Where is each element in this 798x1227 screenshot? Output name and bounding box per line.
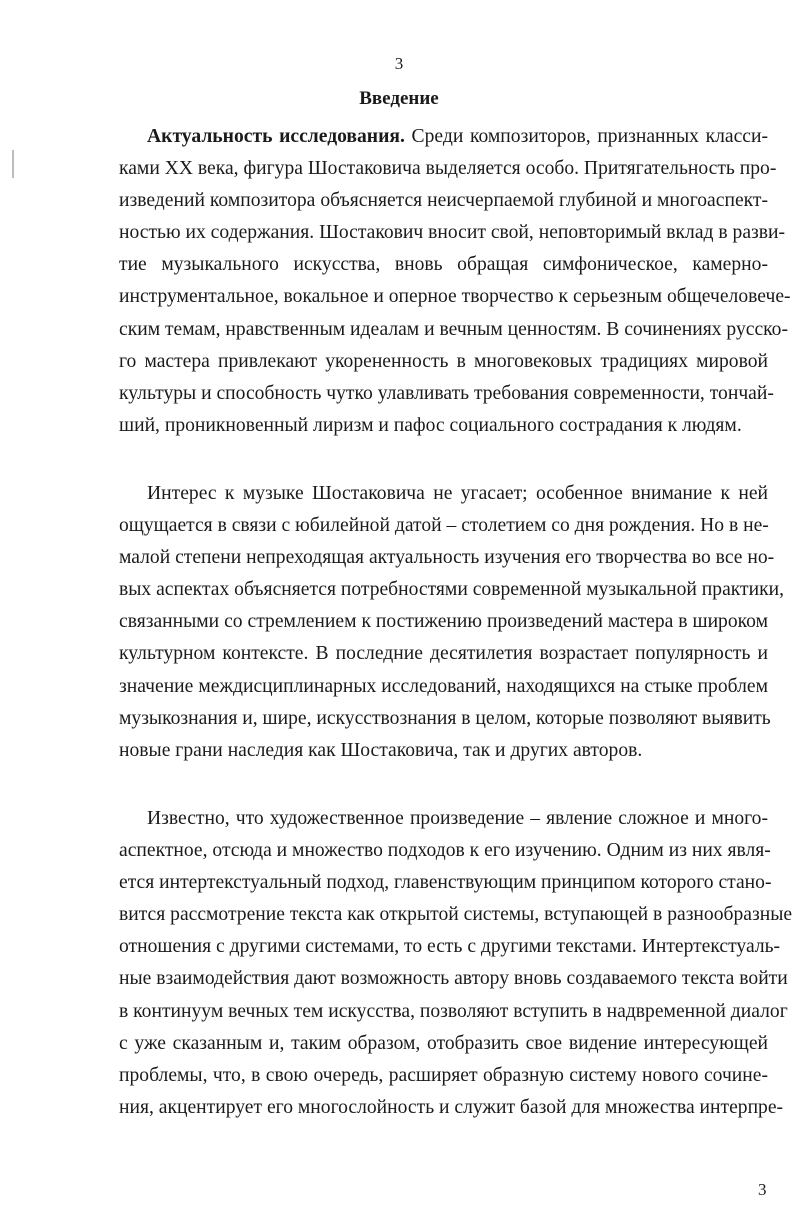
paragraph-line: го мастера привлекают укорененность в многовековых традициях мировой bbox=[119, 350, 768, 372]
paragraph-line: ками XX века, фигура Шостаковича выделяется особо. Притягательность про- bbox=[119, 158, 777, 180]
paragraph-interest bbox=[119, 478, 784, 767]
paragraph-line: тие музыкального искусства, вновь обращая симфоническое, камерно- bbox=[119, 254, 768, 276]
paragraph-line: отношения с другими системами, то есть с другими текстами. Интертекстуаль- bbox=[119, 936, 781, 958]
paragraph-line: связанными со стремлением к постижению произведений мастера в широком bbox=[119, 611, 768, 633]
paragraph-intertext bbox=[119, 803, 793, 1124]
paragraph-relevance bbox=[119, 121, 791, 442]
paragraph-line: проблемы, что, в свою очередь, расширяет образную систему нового сочине- bbox=[119, 1064, 768, 1086]
paragraph-line: изведений композитора объясняется неисчерпаемой глубиной и многоаспект- bbox=[119, 190, 768, 212]
section-title: Введение bbox=[359, 88, 439, 109]
page-number-bottom: 3 bbox=[758, 1180, 767, 1199]
paragraph-line bbox=[119, 121, 768, 153]
paragraph-line: Интерес к музыке Шостаковича не угасает; особенное внимание к ней bbox=[147, 483, 768, 504]
paragraph-line: значение междисциплинарных исследований, находящихся на стыке проблем bbox=[119, 675, 768, 697]
paragraph-line: вится рассмотрение текста как открытой системы, вступающей в разнообразные bbox=[119, 904, 793, 926]
paragraph-lead: Актуальность исследования. bbox=[147, 126, 405, 147]
paragraph-line: малой степени непреходящая актуальность изучения его творчества во все но- bbox=[119, 547, 775, 569]
scan-margin-mark bbox=[12, 150, 14, 178]
paragraph-line: ные взаимодействия дают возможность автору вновь создаваемого текста войти bbox=[119, 968, 788, 990]
paragraph-line: аспектное, отсюда и множество подходов к его изучению. Одним из них явля- bbox=[119, 840, 771, 862]
paragraph-line: ния, акцентирует его многослойность и служит базой для множества интерпре- bbox=[119, 1096, 784, 1118]
paragraph-line: новые грани наследия как Шостаковича, так и других авторов. bbox=[119, 739, 643, 761]
paragraph-line: ший, проникновенный лиризм и пафос социального сострадания к людям. bbox=[119, 414, 742, 436]
paragraph-line: с уже сказанным и, таким образом, отобразить свое видение интересующей bbox=[119, 1032, 768, 1054]
paragraph-line: Известно, что художественное произведение – явление сложное и много- bbox=[147, 808, 768, 829]
paragraph-line: культурном контексте. В последние десятилетия возрастает популярность и bbox=[119, 643, 768, 665]
page-number-top: 3 bbox=[394, 54, 404, 73]
paragraph-line: ским темам, нравственным идеалам и вечным ценностям. В сочинениях русско- bbox=[119, 318, 788, 340]
paragraph-line: культуры и способность чутко улавливать требования современности, тончай- bbox=[119, 382, 774, 404]
paragraph-line: ется интертекстуальный подход, главенствующим принципом которого стано- bbox=[119, 872, 772, 894]
paragraph-line-text: Среди композиторов, признанных класси- bbox=[404, 126, 769, 147]
paragraph-line: ощущается в связи с юбилейной датой – столетием со дня рождения. Но в не- bbox=[119, 515, 769, 537]
paragraph-line: в континуум вечных тем искусства, позволяют вступить в надвременной диалог bbox=[119, 1000, 788, 1022]
paragraph-line: инструментальное, вокальное и оперное творчество к серьезным общечеловече- bbox=[119, 286, 791, 308]
paragraph-line: музыкознания и, шире, искусствознания в целом, которые позволяют выявить bbox=[119, 707, 771, 729]
paragraph-line: ностью их содержания. Шостакович вносит свой, неповторимый вклад в разви- bbox=[119, 222, 786, 244]
paragraph-line: вых аспектах объясняется потребностями современной музыкальной практики, bbox=[119, 579, 784, 601]
